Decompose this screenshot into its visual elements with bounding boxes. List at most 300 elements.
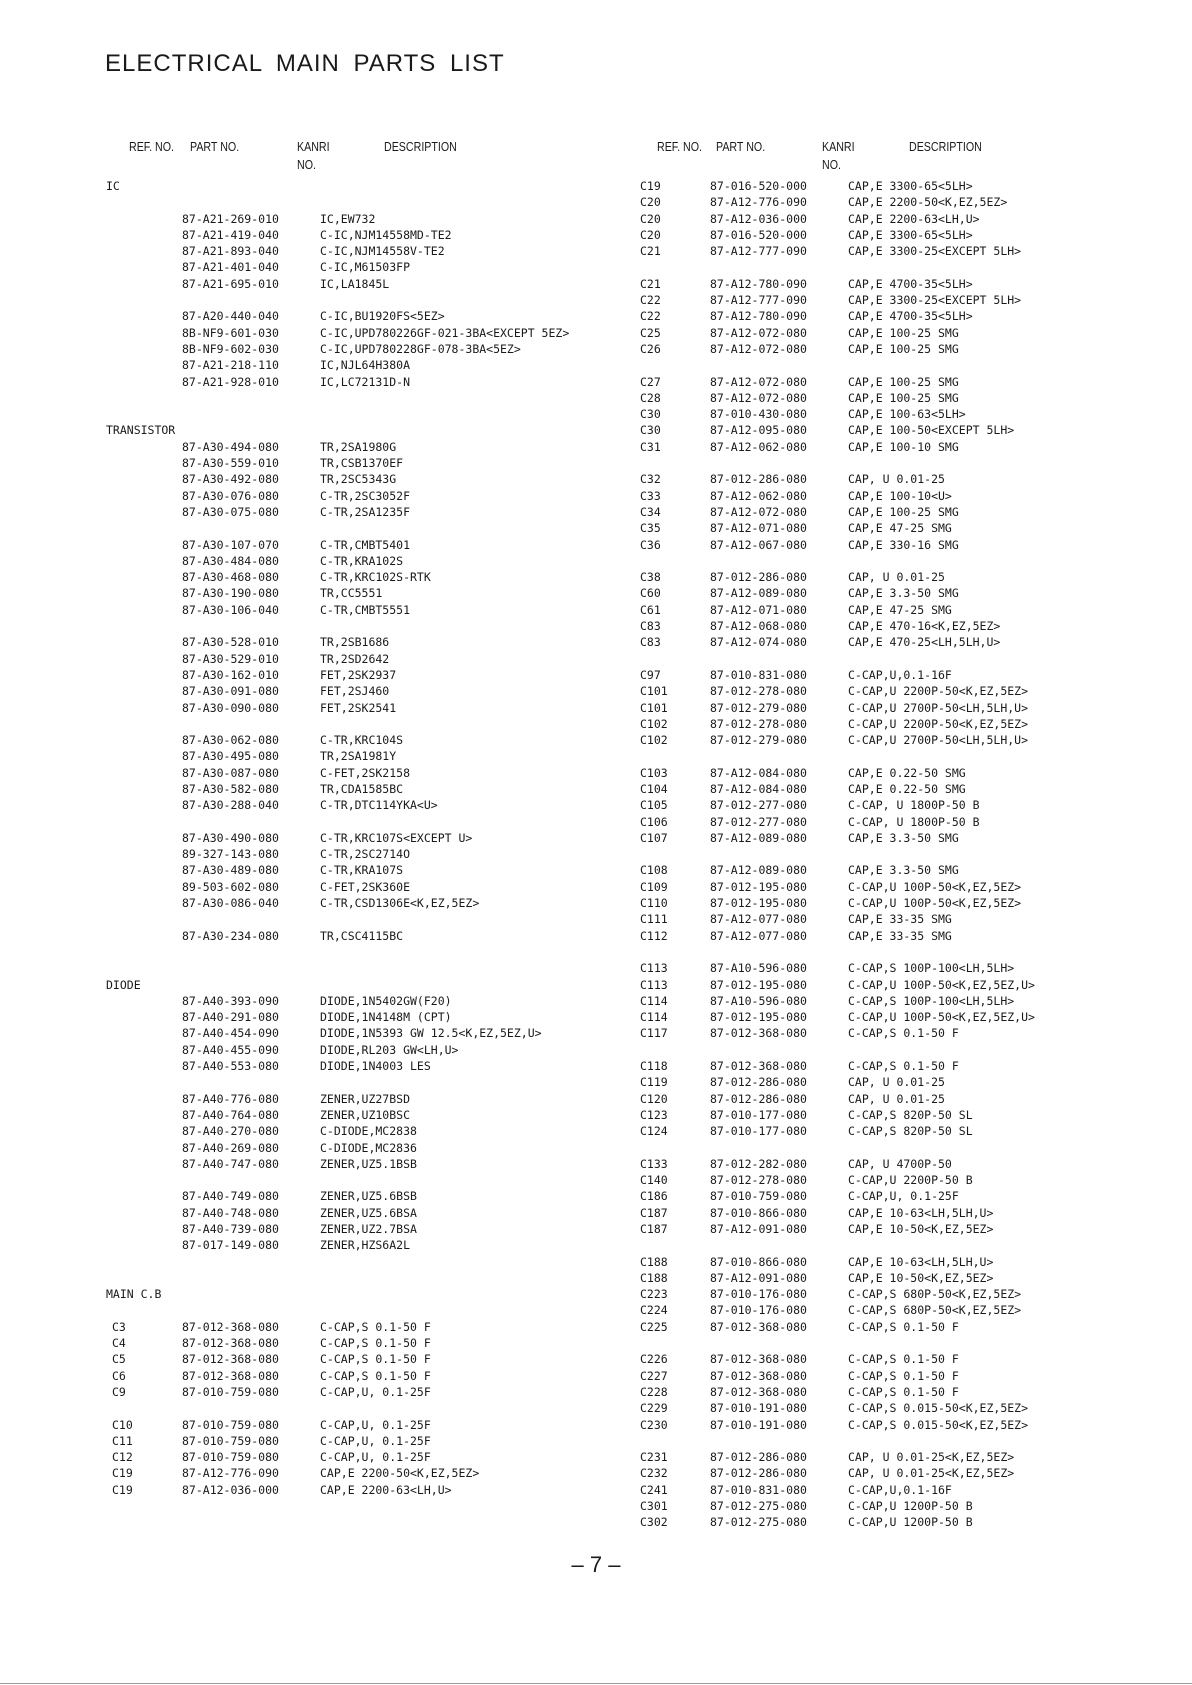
row-spacer [96,960,616,976]
description-cell: CAP,E 2200-63<LH,U> [848,211,980,226]
description-cell: CAP,E 4700-35<5LH> [848,276,973,291]
parts-row [96,1384,616,1400]
description-cell: CAP,E 330-16 SMG [848,537,959,552]
ref-no-cell: C133 [640,1156,668,1171]
part-no-cell: 87-010-191-080 [710,1417,807,1432]
ref-no-cell: C187 [640,1205,668,1220]
ref-no-cell: C6 [112,1368,126,1383]
part-no-cell: 87-012-286-080 [710,570,807,585]
part-no-cell: 87-012-368-080 [182,1352,279,1367]
description-cell: C-CAP,U 1200P-50 B [848,1515,973,1530]
column-header [638,138,1178,178]
description-cell: C-IC,UPD780226GF-021-3BA<EXCEPT 5EZ> [320,325,570,340]
parts-row [96,1140,616,1156]
description-cell: CAP,E 100-25 SMG [848,341,959,356]
parts-row [96,1482,616,1498]
parts-row [96,748,616,764]
part-no-cell: 87-010-866-080 [710,1205,807,1220]
ref-no-cell: C120 [640,1091,668,1106]
parts-row [638,374,1178,390]
parts-row [96,227,616,243]
parts-row [638,520,1178,536]
description-cell: C-CAP,S 0.015-50<K,EZ,5EZ> [848,1417,1029,1432]
header-ref-no: REF. NO. [657,139,703,154]
parts-row [638,439,1178,455]
part-no-cell: 87-A12-777-090 [710,293,807,308]
description-cell: CAP, U 0.01-25 [848,570,945,585]
parts-row [638,537,1178,553]
parts-row [638,308,1178,324]
parts-row [638,895,1178,911]
parts-row [638,1286,1178,1302]
row-spacer [96,194,616,210]
description-cell: C-CAP,S 0.1-50 F [320,1368,431,1383]
ref-no-cell: C19 [112,1482,133,1497]
section-heading: MAIN C.B [106,1287,162,1302]
parts-row [638,243,1178,259]
parts-row [638,1058,1178,1074]
description-cell: C-CAP,U,0.1-16F [848,1482,952,1497]
ref-no-cell: C106 [640,814,668,829]
parts-row [96,1188,616,1204]
ref-no-cell: C102 [640,716,668,731]
parts-row [96,259,616,275]
parts-row [638,1188,1178,1204]
part-no-cell: 87-A30-582-080 [182,781,279,796]
part-no-cell: 87-010-866-080 [710,1254,807,1269]
part-no-cell: 87-A40-739-080 [182,1222,279,1236]
parts-row [96,1449,616,1465]
description-cell: C-CAP,S 0.1-50 F [848,1026,959,1041]
ref-no-cell: C9 [112,1384,126,1399]
part-no-cell: 87-A12-089-080 [710,830,807,845]
description-cell: C-TR,KRA102S [320,553,404,568]
description-cell: C-TR,CMBT5401 [320,537,411,552]
part-no-cell: 89-503-602-080 [182,879,279,894]
header-description: DESCRIPTION [384,139,457,154]
header-kanri-no: KANRI NO. [297,139,330,172]
part-no-cell: 87-016-520-000 [710,179,807,193]
ref-no-cell: C3 [112,1319,126,1334]
part-no-cell: 87-A12-776-090 [182,1466,279,1481]
description-cell: TR,2SC5343G [320,472,397,487]
parts-row [638,1074,1178,1090]
ref-no-cell: C117 [640,1026,668,1041]
ref-no-cell: C109 [640,879,668,894]
ref-no-cell: C140 [640,1173,668,1188]
row-spacer [96,1254,616,1270]
parts-row [96,1058,616,1074]
part-no-cell: 87-A12-780-090 [710,309,807,324]
ref-no-cell: C30 [640,407,661,422]
part-no-cell: 87-010-430-080 [710,407,807,422]
ref-no-cell: C97 [640,667,661,682]
parts-row [96,895,616,911]
description-cell: C-CAP,S 100P-100<LH,5LH> [848,961,1015,976]
ref-no-cell: C301 [640,1499,668,1514]
part-no-cell: 87-A30-490-080 [182,830,279,845]
ref-no-cell: C32 [640,472,661,487]
part-no-cell: 87-A30-076-080 [182,488,279,503]
parts-row [96,765,616,781]
section-heading: DIODE [106,977,141,992]
ref-no-cell: C61 [640,602,661,617]
header-ref-no: REF. NO. [129,139,175,154]
part-no-cell: 87-A30-107-070 [182,537,279,552]
ref-no-cell: C28 [640,390,661,405]
parts-row [638,993,1178,1009]
parts-row [96,1009,616,1025]
description-cell: C-CAP,U 2700P-50<LH,5LH,U> [848,700,1029,715]
parts-row [638,422,1178,438]
part-no-cell: 87-A30-495-080 [182,749,279,764]
description-cell: CAP,E 3300-25<EXCEPT 5LH> [848,244,1022,259]
part-no-cell: 87-012-286-080 [710,1450,807,1465]
part-no-cell: 87-012-195-080 [710,1010,807,1025]
parts-row [96,862,616,878]
parts-row [96,683,616,699]
parts-row [638,292,1178,308]
parts-row [638,276,1178,292]
description-cell: IC,LA1845L [320,276,390,291]
part-no-cell: 87-A30-086-040 [182,896,279,911]
description-cell: CAP,E 2200-63<LH,U> [320,1482,452,1497]
parts-row [96,455,616,471]
description-cell: IC,NJL64H380A [320,358,411,373]
part-no-cell: 87-010-759-080 [182,1417,279,1432]
parts-row [96,1091,616,1107]
parts-row [638,1270,1178,1286]
parts-row [96,504,616,520]
part-no-cell: 87-012-275-080 [710,1515,807,1530]
ref-no-cell: C20 [640,227,661,242]
parts-row [638,879,1178,895]
description-cell: CAP,E 3.3-50 SMG [848,863,959,878]
part-no-cell: 87-012-286-080 [710,1091,807,1106]
row-spacer [96,1302,616,1318]
description-cell: C-TR,2SA1235F [320,504,411,519]
part-no-cell: 87-012-368-080 [710,1352,807,1367]
description-cell: C-CAP,U 2200P-50<K,EZ,5EZ> [848,684,1029,699]
description-cell: CAP,E 3300-25<EXCEPT 5LH> [848,293,1022,308]
part-no-cell: 87-A40-553-080 [182,1059,279,1074]
parts-row [96,211,616,227]
part-no-cell: 87-A30-468-080 [182,570,279,585]
parts-rows-right [638,178,1178,1531]
part-no-cell: 87-010-831-080 [710,1482,807,1497]
description-cell: C-CAP,S 820P-50 SL [848,1124,973,1139]
ref-no-cell: C123 [640,1107,668,1122]
description-cell: CAP,E 100-10<U> [848,488,952,503]
part-no-cell: 87-010-176-080 [710,1287,807,1302]
parts-row [638,1123,1178,1139]
column-header [96,138,616,178]
parts-row [638,325,1178,341]
description-cell: CAP,E 100-63<5LH> [848,407,966,422]
parts-row [96,374,616,390]
ref-no-cell: C228 [640,1384,668,1399]
parts-row [96,585,616,601]
part-no-cell: 87-012-277-080 [710,814,807,829]
parts-row [638,406,1178,422]
part-no-cell: 87-012-277-080 [710,798,807,813]
parts-row [638,488,1178,504]
description-cell: C-CAP,S 0.1-50 F [848,1059,959,1074]
description-cell: TR,2SA1981Y [320,749,397,764]
parts-row [638,504,1178,520]
part-no-cell: 8B-NF9-602-030 [182,341,279,356]
ref-no-cell: C26 [640,341,661,356]
parts-row [638,211,1178,227]
description-cell: DIODE,RL203 GW<LH,U> [320,1042,459,1057]
part-no-cell: 87-A12-071-080 [710,602,807,617]
description-cell: TR,CSC4115BC [320,928,404,943]
section-heading: IC [106,179,120,193]
parts-row [96,651,616,667]
ref-no-cell: C83 [640,635,661,650]
description-cell: C-CAP,S 0.1-50 F [848,1319,959,1334]
part-no-cell: 87-A30-234-080 [182,928,279,943]
description-cell: C-CAP,U, 0.1-25F [848,1189,959,1204]
part-no-cell: 87-010-759-080 [182,1433,279,1448]
description-cell: C-CAP,S 680P-50<K,EZ,5EZ> [848,1287,1022,1302]
parts-row [638,1482,1178,1498]
part-no-cell: 87-012-286-080 [710,472,807,487]
parts-row [638,700,1178,716]
parts-row [96,1319,616,1335]
description-cell: TR,2SA1980G [320,439,397,454]
description-cell: C-TR,CMBT5551 [320,602,411,617]
parts-row [638,797,1178,813]
parts-row [96,700,616,716]
parts-row [638,1025,1178,1041]
description-cell: CAP, U 0.01-25 [848,472,945,487]
parts-row [96,879,616,895]
parts-row [638,341,1178,357]
ref-no-cell: C4 [112,1336,126,1351]
description-cell: C-CAP, U 1800P-50 B [848,798,980,813]
description-cell: IC,EW732 [320,211,376,226]
part-no-cell: 87-A12-072-080 [710,325,807,340]
part-no-cell: 87-A12-036-000 [182,1482,279,1497]
parts-row [96,537,616,553]
ref-no-cell: C232 [640,1466,668,1481]
part-no-cell: 87-A21-928-010 [182,374,279,389]
description-cell: C-CAP,U 100P-50<K,EZ,5EZ,U> [848,977,1035,992]
part-no-cell: 87-012-195-080 [710,879,807,894]
ref-no-cell: C114 [640,1010,668,1025]
ref-no-cell: C38 [640,570,661,585]
parts-row [96,781,616,797]
row-spacer [96,406,616,422]
description-cell: C-CAP,U 2700P-50<LH,5LH,U> [848,733,1029,748]
part-no-cell: 87-A40-748-080 [182,1205,279,1220]
parts-row [96,341,616,357]
part-no-cell: 87-016-520-000 [710,227,807,242]
ref-no-cell: C302 [640,1515,668,1530]
parts-row [96,602,616,618]
part-no-cell: 87-A12-072-080 [710,374,807,389]
part-no-cell: 87-A30-529-010 [182,651,279,666]
header-description: DESCRIPTION [909,139,982,154]
part-no-cell: 87-A21-893-040 [182,244,279,259]
parts-row [96,1433,616,1449]
part-no-cell: 87-A12-091-080 [710,1270,807,1285]
header-part-no: PART NO. [190,139,240,154]
parts-row [638,1384,1178,1400]
parts-column-right [638,138,1178,1531]
parts-row [638,928,1178,944]
ref-no-cell: C30 [640,423,661,438]
description-cell: C-IC,M61503FP [320,260,411,275]
ref-no-cell: C188 [640,1254,668,1269]
parts-row [638,585,1178,601]
description-cell: DIODE,1N5402GW(F20) [320,993,452,1008]
description-cell: C-FET,2SK2158 [320,765,411,780]
parts-row [638,667,1178,683]
parts-row [638,1107,1178,1123]
parts-row [96,1123,616,1139]
part-no-cell: 87-A12-089-080 [710,863,807,878]
description-cell: TR,CSB1370EF [320,456,404,471]
parts-row [96,1221,616,1237]
parts-row [638,732,1178,748]
parts-row [96,1156,616,1172]
description-cell: ZENER,UZ10BSC [320,1107,411,1122]
part-no-cell: 87-010-177-080 [710,1124,807,1139]
ref-no-cell: C31 [640,439,661,454]
ref-no-cell: C101 [640,684,668,699]
part-no-cell: 87-A21-695-010 [182,276,279,291]
ref-no-cell: C21 [640,276,661,291]
part-no-cell: 87-012-368-080 [710,1319,807,1334]
parts-row [96,928,616,944]
ref-no-cell: C112 [640,928,668,943]
part-no-cell: 87-012-195-080 [710,977,807,992]
part-no-cell: 87-A20-440-040 [182,309,279,324]
description-cell: ZENER,UZ5.6BSA [320,1205,417,1220]
parts-row [96,1351,616,1367]
description-cell: C-CAP,S 0.1-50 F [848,1368,959,1383]
parts-row [96,308,616,324]
part-no-cell: 87-A21-419-040 [182,227,279,242]
ref-no-cell: C110 [640,896,668,911]
description-cell: ZENER,HZS6A2L [320,1238,411,1253]
ref-no-cell: C34 [640,504,661,519]
parts-row [638,960,1178,976]
description-cell: C-TR,KRC102S-RTK [320,570,431,585]
row-spacer [96,390,616,406]
part-no-cell: 87-A30-087-080 [182,765,279,780]
part-no-cell: 87-A12-084-080 [710,781,807,796]
description-cell: CAP,E 2200-50<K,EZ,5EZ> [320,1466,480,1481]
section-heading: TRANSISTOR [106,423,176,438]
description-cell: C-CAP,S 820P-50 SL [848,1107,973,1122]
part-no-cell: 87-A12-776-090 [710,195,807,210]
ref-no-cell: C105 [640,798,668,813]
parts-row [96,439,616,455]
description-cell: C-CAP,U, 0.1-25F [320,1450,431,1465]
part-no-cell: 87-A21-269-010 [182,211,279,226]
parts-row [638,618,1178,634]
description-cell: C-CAP,U, 0.1-25F [320,1417,431,1432]
part-no-cell: 87-A10-596-080 [710,961,807,976]
part-no-cell: 87-A40-749-080 [182,1189,279,1204]
parts-row [96,1465,616,1481]
part-no-cell: 87-012-195-080 [710,896,807,911]
part-no-cell: 87-A30-190-080 [182,586,279,601]
parts-row [96,732,616,748]
description-cell: CAP,E 10-63<LH,5LH,U> [848,1205,994,1220]
parts-row [96,846,616,862]
parts-row [96,1417,616,1433]
parts-row [638,471,1178,487]
parts-row [638,1156,1178,1172]
description-cell: CAP,E 470-16<K,EZ,5EZ> [848,619,1001,634]
parts-row [638,1465,1178,1481]
description-cell: CAP, U 4700P-50 [848,1156,952,1171]
ref-no-cell: C36 [640,537,661,552]
parts-row [638,1514,1178,1530]
ref-no-cell: C33 [640,488,661,503]
description-cell: IC,LC72131D-N [320,374,411,389]
parts-row [638,569,1178,585]
ref-no-cell: C102 [640,733,668,748]
parts-row [638,194,1178,210]
parts-row [638,1009,1178,1025]
description-cell: CAP,E 33-35 SMG [848,928,952,943]
part-no-cell: 87-012-279-080 [710,700,807,715]
description-cell: CAP,E 3.3-50 SMG [848,830,959,845]
ref-no-cell: C83 [640,619,661,634]
parts-row [638,911,1178,927]
ref-no-cell: C186 [640,1189,668,1204]
description-cell: CAP,E 4700-35<5LH> [848,309,973,324]
parts-row [638,1221,1178,1237]
description-cell: C-CAP,U 1200P-50 B [848,1499,973,1514]
ref-no-cell: C229 [640,1401,668,1416]
description-cell: CAP, U 0.01-25 [848,1091,945,1106]
ref-no-cell: C25 [640,325,661,340]
description-cell: C-CAP,S 0.1-50 F [848,1352,959,1367]
description-cell: C-CAP,S 680P-50<K,EZ,5EZ> [848,1303,1022,1318]
description-cell: CAP,E 0.22-50 SMG [848,765,966,780]
part-no-cell: 87-012-278-080 [710,716,807,731]
parts-column-left [96,138,616,1498]
description-cell: C-CAP,U 100P-50<K,EZ,5EZ> [848,896,1022,911]
description-cell: C-TR,KRC104S [320,733,404,748]
ref-no-cell: C226 [640,1352,668,1367]
part-no-cell: 87-A30-162-010 [182,667,279,682]
parts-row [96,243,616,259]
ref-no-cell: C22 [640,293,661,308]
part-no-cell: 87-012-368-080 [710,1026,807,1041]
ref-no-cell: C22 [640,309,661,324]
part-no-cell: 87-A40-269-080 [182,1140,279,1155]
ref-no-cell: C19 [112,1466,133,1481]
description-cell: C-CAP,S 0.1-50 F [320,1336,431,1351]
description-cell: C-CAP,S 100P-100<LH,5LH> [848,993,1015,1008]
part-no-cell: 87-A12-074-080 [710,635,807,650]
part-no-cell: 87-A40-270-080 [182,1124,279,1139]
parts-row [96,488,616,504]
description-cell: C-TR,CSD1306E<K,EZ,5EZ> [320,896,480,911]
ref-no-cell: C19 [640,179,661,193]
parts-row [638,227,1178,243]
ref-no-cell: C230 [640,1417,668,1432]
ref-no-cell: C27 [640,374,661,389]
description-cell: C-CAP,U 100P-50<K,EZ,5EZ> [848,879,1022,894]
